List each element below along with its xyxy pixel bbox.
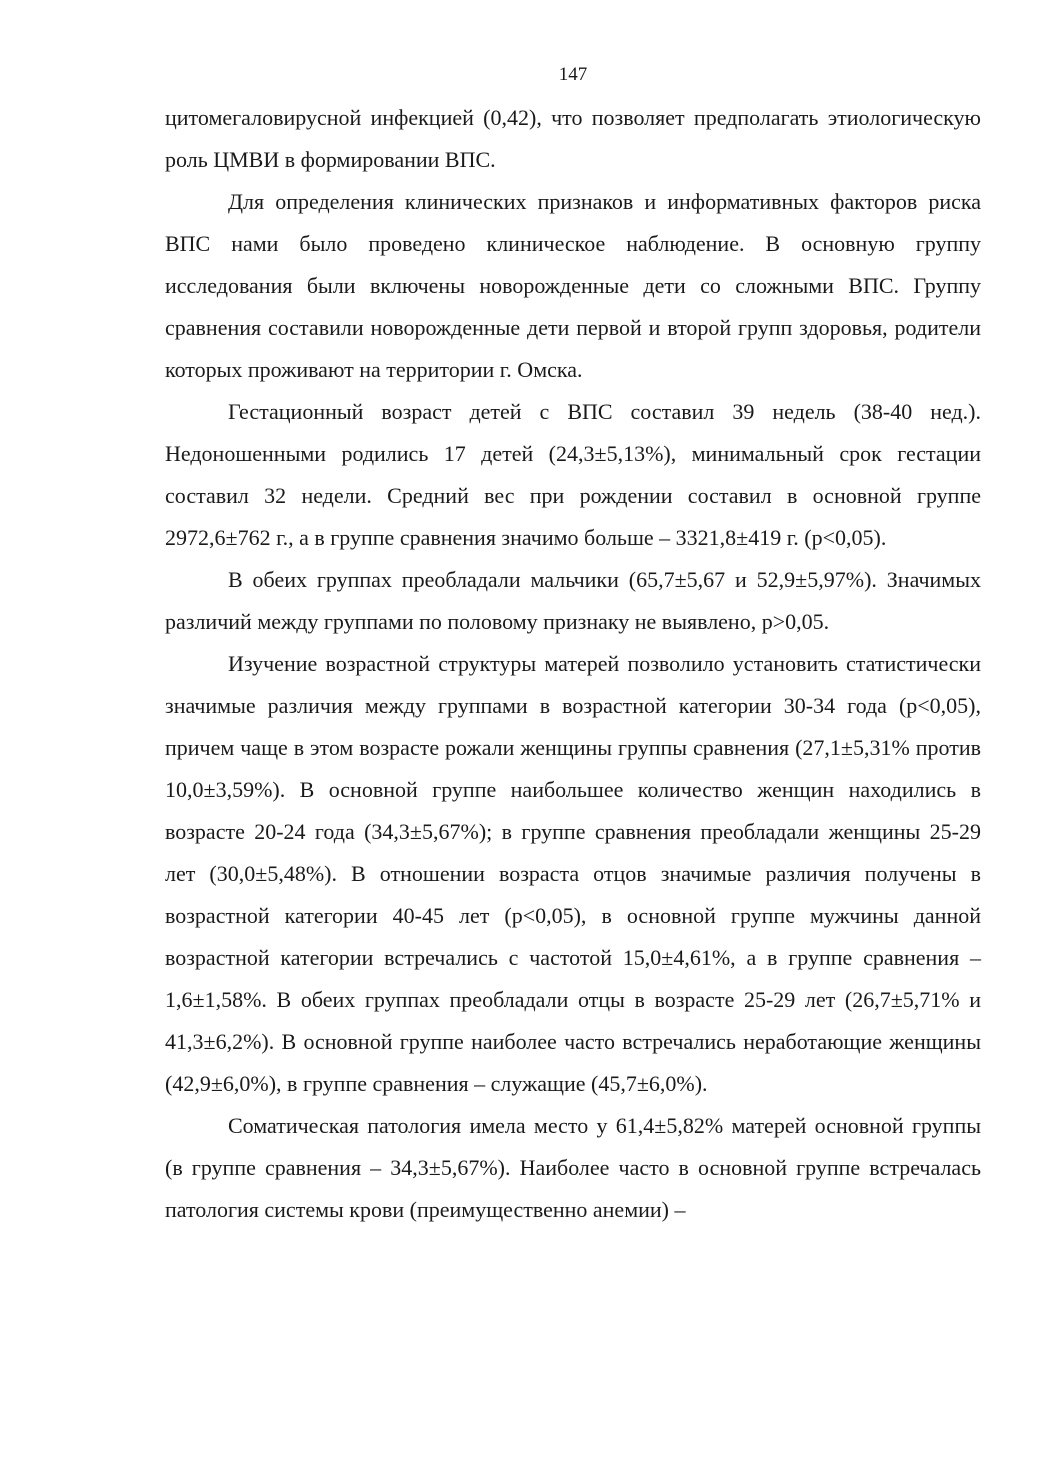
page-number: 147 [558,64,588,85]
paragraph-clinical-observation: Для определения клинических признаков и информативных факторов риска ВПС нами было проведено клиническое наблюдение. В основную группу исследования были включены новорожденные дети со сложными ВПС. Группу сравнения составили новорожденные дети первой и второй групп здоровья, родители которых проживают на территории г. Омска. [165,189,981,382]
paragraph-sex-distribution: В обеих группах преобладали мальчики (65,7±5,67 и 52,9±5,97%). Значимых различий между группами по половому признаку не выявлено, p>0,05. [165,567,981,634]
paragraph-parental-age: Изучение возрастной структуры матерей позволило установить статистически значимые различия между группами в возрастной категории 30-34 года (p<0,05), причем чаще в этом возрасте рожали женщины группы сравнения (27,1±5,31% против 10,0±3,59%). В основной группе наибольшее количество женщин находились в возрасте 20-24 года (34,3±5,67%); в группе сравнения преобладали женщины 25-29 лет (30,0±5,48%). В отношении возраста отцов значимые различия получены в возрастной категории 40-45 лет (p<0,05), в основной группе мужчины данной возрастной категории встречались с частотой 15,0±4,61%, а в группе сравнения – 1,6±1,58%. В обеих группах преобладали отцы в возрасте 25-29 лет (26,7±5,71% и 41,3±6,2%). В основной группе наиболее часто встречались неработающие женщины (42,9±6,0%), в группе сравнения – служащие (45,7±6,0%). [165,651,981,1096]
body-text [165,97,981,1231]
paragraph-gestational-age: Гестационный возраст детей с ВПС составил 39 недель (38-40 нед.). Недоношенными родились 17 детей (24,3±5,13%), минимальный срок гестации составил 32 недели. Средний вес при рождении составил в основной группе 2972,6±762 г., а в группе сравнения значимо больше – 3321,8±419 г. (p<0,05). [165,399,981,550]
paragraph-continuation: цитомегаловирусной инфекцией (0,42), что позволяет предполагать этиологическую роль ЦМВИ в формировании ВПС. [165,105,981,172]
paragraph-somatic-pathology: Соматическая патология имела место у 61,4±5,82% матерей основной группы (в группе сравнения – 34,3±5,67%). Наиболее часто в основной группе встречалась патология системы крови (преимущественно анемии) – [165,1113,981,1222]
